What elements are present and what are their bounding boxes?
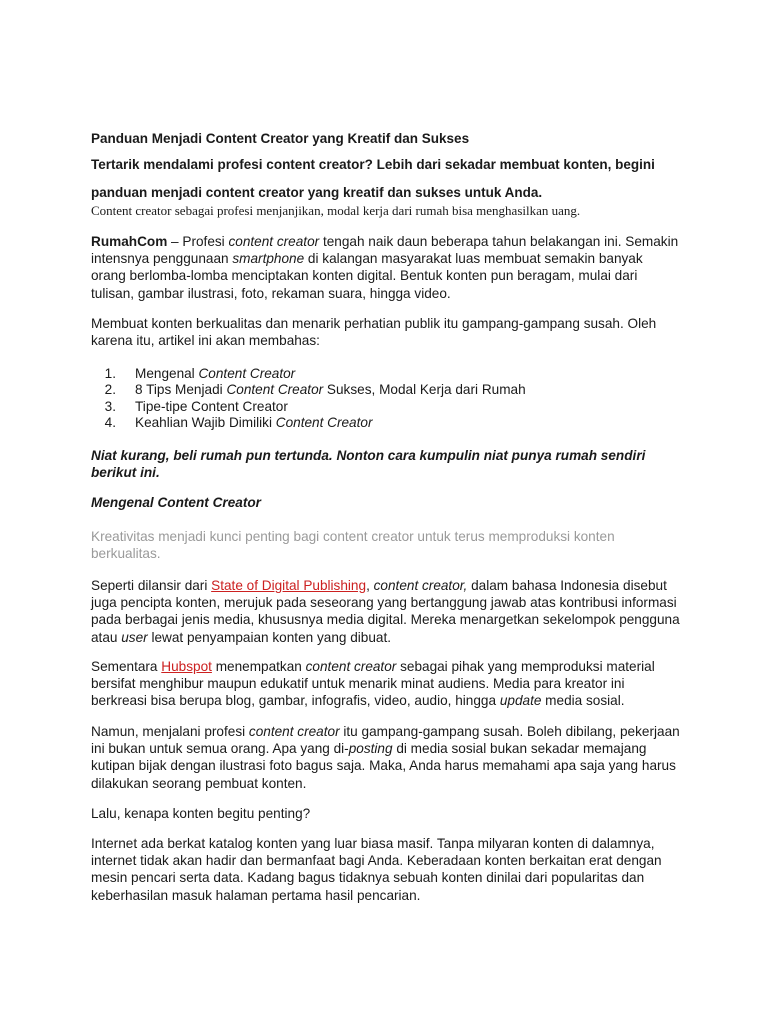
list-item: 1. Mengenal Content Creator [104,366,296,381]
article-subtitle-line-2: panduan menjadi content creator yang kreatif dan sukses untuk Anda. [91,185,543,200]
paragraph-importance: Internet ada berkat katalog konten yang luar biasa masif. Tanpa milyaran konten di dalamnya, internet tidak akan hadir dan bermanfaat bagi Anda. Keberadaan konten berkaitan erat dengan mesin pencari serta data. Kadang bagus tidaknya sebuah konten dinilai dari popularitas dan keberhasilan masuk halaman pertama hasil pencarian. [91,836,662,903]
list-item: 3. Tipe-tipe Content Creator [104,399,288,414]
section-heading: Mengenal Content Creator [91,495,261,510]
paragraph-overview: Membuat konten berkualitas dan menarik perhatian publik itu gampang-gampang susah. Oleh karena itu, artikel ini akan membahas: [91,316,657,349]
article-subtitle-line-1: Tertarik mendalami profesi content creator? Lebih dari sekadar membuat konten, begini [91,157,655,172]
paragraph-definition: Seperti dilansir dari State of Digital Publishing, content creator, dalam bahasa Indonesia disebut juga pencipta konten, merujuk pada seseorang yang bertanggung jawab atas kontribusi informasi pada berbagai jenis media, khususnya media digital. Mereka menargetkan sekelompok pengguna atau user lewat penyampaian konten yang dibuat. [91,578,680,645]
paragraph-hubspot: Sementara Hubspot menempatkan content creator sebagai pihak yang memproduksi material bersifat menghibur maupun edukatif untuk menarik minat audiens. Media para kreator ini berkreasi bisa berupa blog, gambar, infografis, video, audio, hingga update media sosial. [91,659,655,709]
paragraph-intro: RumahCom – Profesi content creator tengah naik daun beberapa tahun belakangan ini. Semakin intensnya penggunaan smartphone di kalangan masyarakat luas membuat semakin banyak orang berlomba-lomba menciptakan konten digital. Bentuk konten pun beragam, mulai dari tulisan, gambar ilustrasi, foto, rekaman suara, hingga video. [91,234,679,301]
list-item: 2. 8 Tips Menjadi Content Creator Sukses, Modal Kerja dari Rumah [104,382,526,397]
brand-name: RumahCom [91,234,168,249]
state-of-digital-publishing-link[interactable]: State of Digital Publishing [211,578,367,593]
hubspot-link[interactable]: Hubspot [161,659,212,674]
paragraph-challenge: Namun, menjalani profesi content creator itu gampang-gampang susah. Boleh dibilang, pekerjaan ini bukan untuk semua orang. Apa yang di-posting di media sosial bukan sekadar memajang kutipan bijak dengan ilustrasi foto bagus saja. Maka, Anda harus memahami apa saja yang harus dilakukan seorang pembuat konten. [91,724,680,791]
article-lead: Content creator sebagai profesi menjanjikan, modal kerja dari rumah bisa menghasilkan uang. [91,203,581,218]
article-title: Panduan Menjadi Content Creator yang Kreatif dan Sukses [91,131,470,146]
list-item: 4. Keahlian Wajib Dimiliki Content Creator [104,415,373,430]
image-caption: Kreativitas menjadi kunci penting bagi content creator untuk terus memproduksi konten berkualitas. [91,529,615,562]
paragraph-question: Lalu, kenapa konten begitu penting? [91,806,311,821]
promo-note: Niat kurang, beli rumah pun tertunda. Nonton cara kumpulin niat punya rumah sendiri berikut ini. [91,448,646,481]
